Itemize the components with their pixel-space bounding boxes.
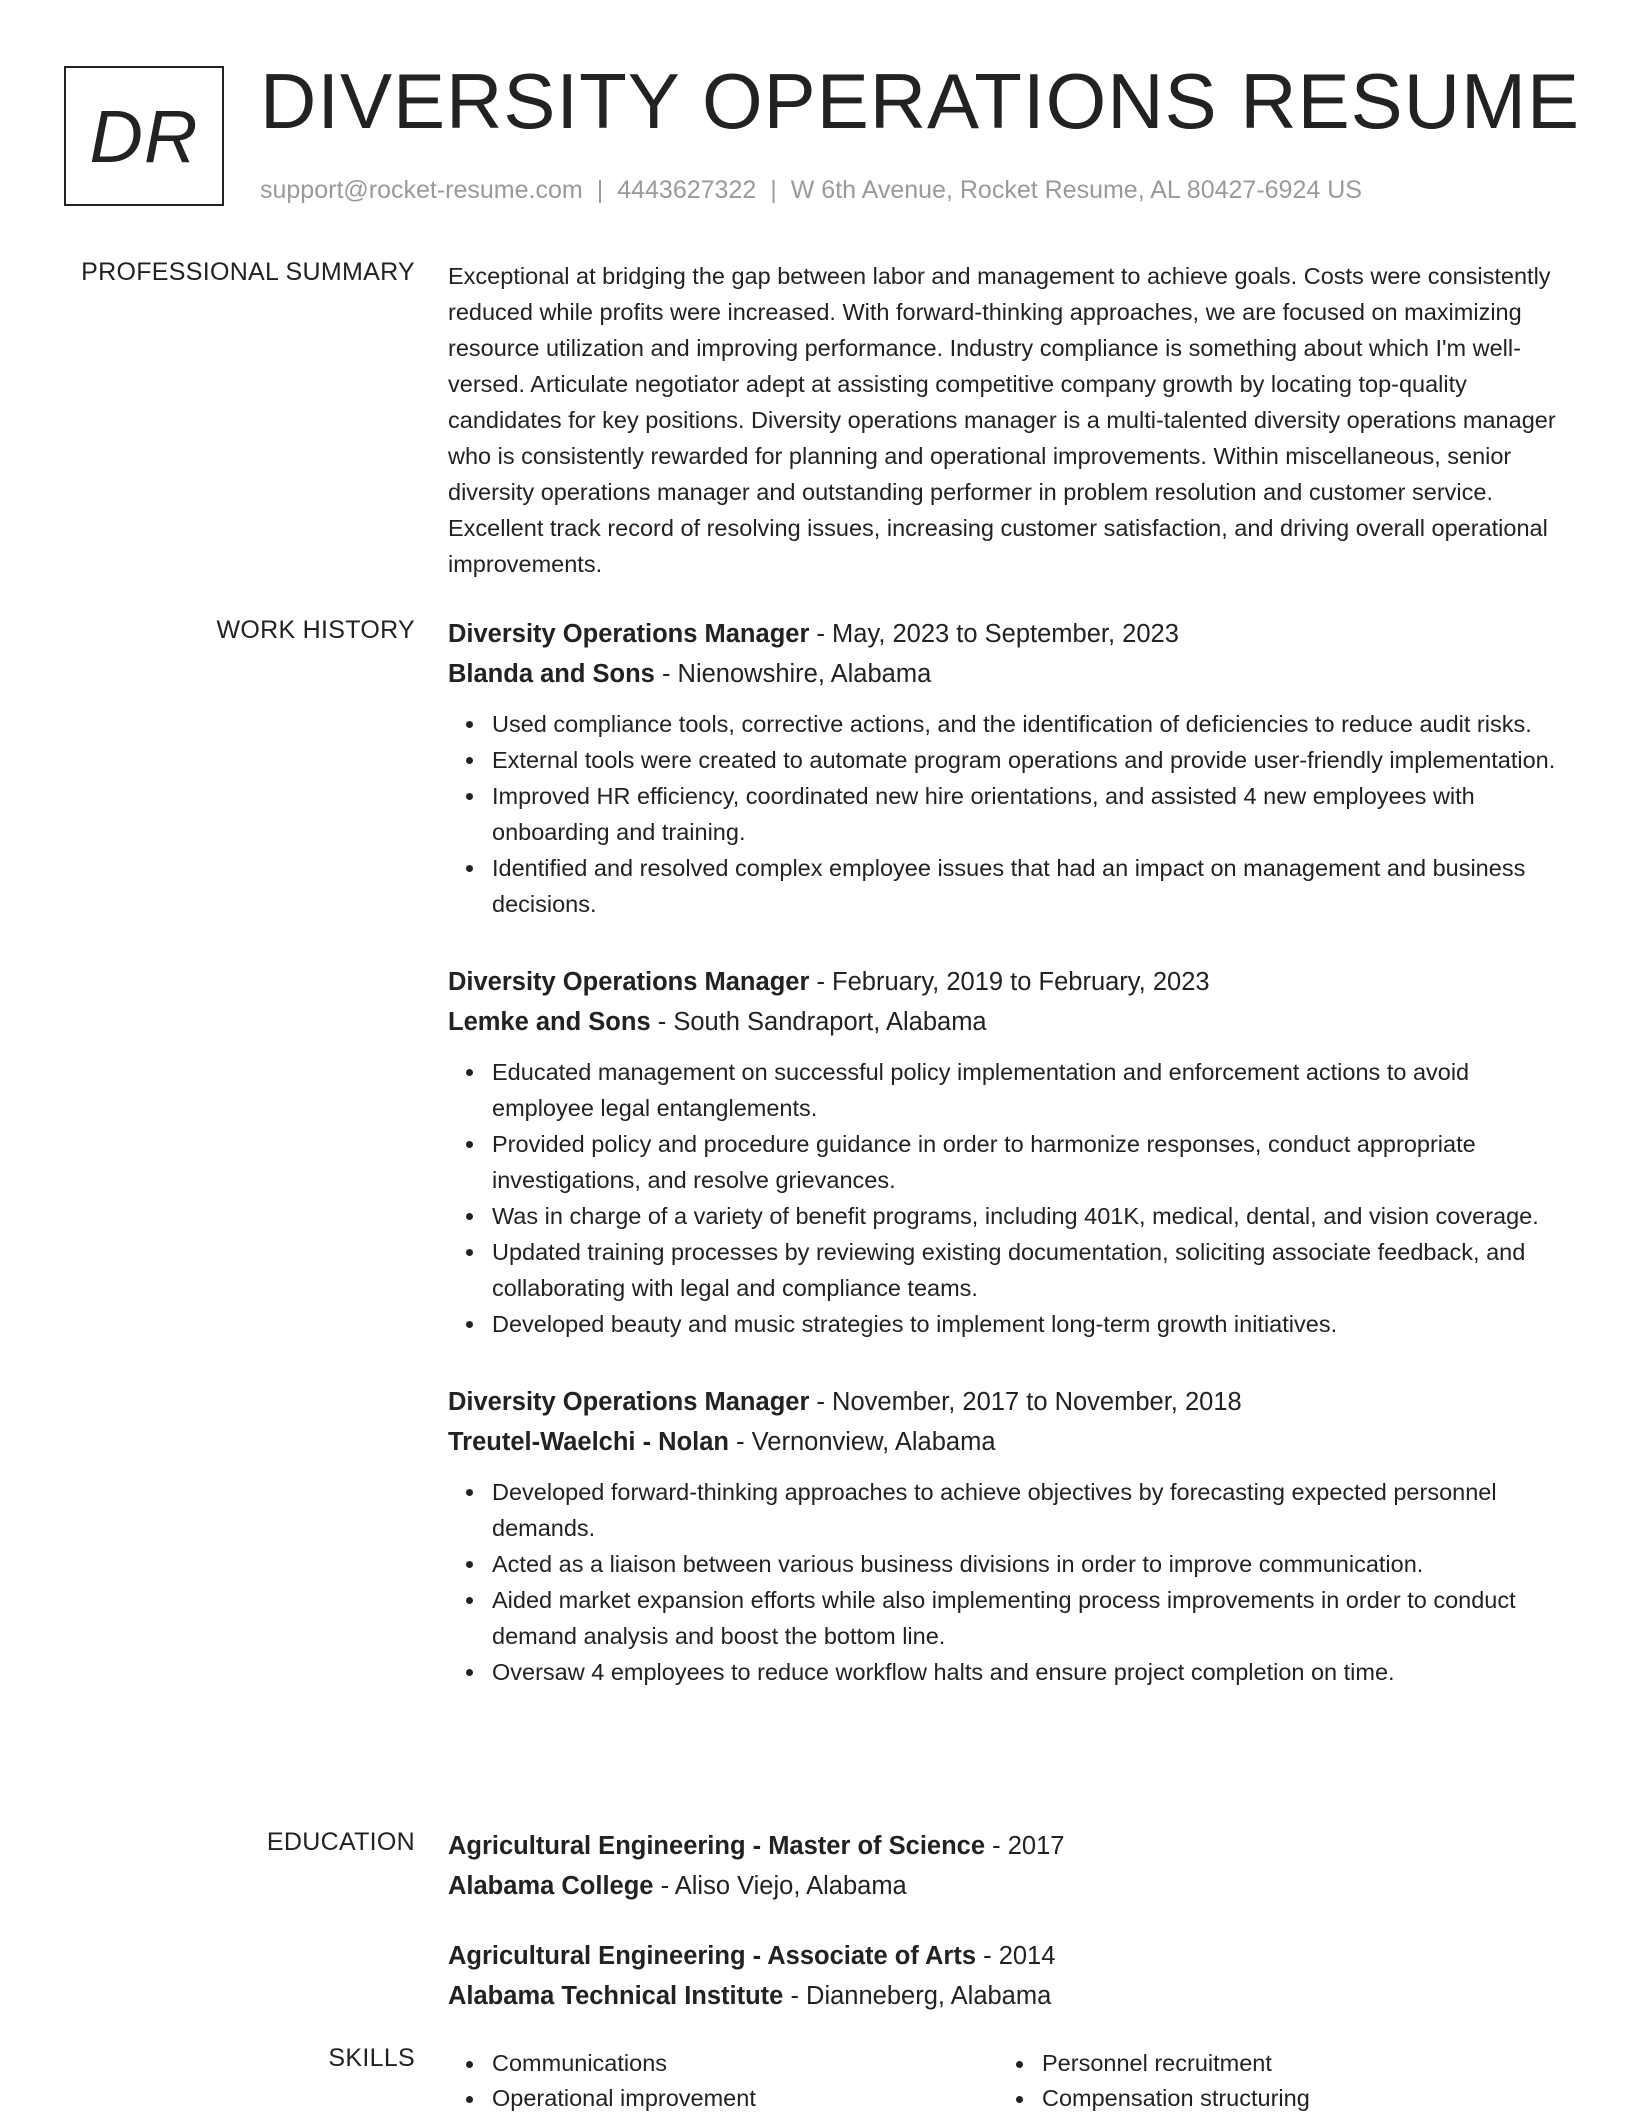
- skill-item: Personnel recruitment: [1042, 2046, 1548, 2081]
- job-company-line: [448, 654, 1568, 694]
- job-title-line: [448, 962, 1568, 1002]
- job-title: Diversity Operations Manager: [448, 968, 810, 996]
- contact-email[interactable]: support@rocket-resume.com: [260, 176, 583, 204]
- job-bullet: Provided policy and procedure guidance in order to harmonize responses, conduct appropriate investigations, and resolve grievances.: [492, 1126, 1568, 1198]
- job-bullet: Developed forward-thinking approaches to achieve objectives by forecasting expected personnel demands.: [492, 1474, 1568, 1546]
- job-company: Treutel-Waelchi - Nolan: [448, 1428, 730, 1456]
- education-entry: [448, 1936, 1568, 2016]
- education-heading: EDUCATION: [266, 1828, 415, 1856]
- education-year: - 2017: [985, 1832, 1065, 1860]
- contact-address: W 6th Avenue, Rocket Resume, AL 80427-6924 US: [790, 176, 1362, 204]
- summary-text: Exceptional at bridging the gap between labor and management to achieve goals. Costs were consistently reduced while profits were increased. With forward-thinking approaches, we are focused on maximizing resource utilization and improving performance. Industry compliance is something about which I'm well-versed. Articulate negotiator adept at assisting competitive company growth by locating top-quality candidates for key positions. Diversity operations manager is a multi-talented diversity operations manager who is consistently rewarded for planning and operational improvements. Within miscellaneous, senior diversity operations manager and outstanding performer in problem resolution and customer service. Excellent track record of resolving issues, increasing customer satisfaction, and driving overall operational improvements.: [448, 263, 1556, 577]
- education-location: - Dianneberg, Alabama: [783, 1982, 1052, 2010]
- job-entry: [448, 614, 1568, 922]
- education-school: Alabama Technical Institute: [448, 1982, 784, 2010]
- job-company: Lemke and Sons: [448, 1008, 651, 1036]
- job-title: Diversity Operations Manager: [448, 620, 810, 648]
- education-degree-line: [448, 1936, 1568, 1976]
- monogram-badge: DR: [64, 66, 224, 206]
- job-bullet: Acted as a liaison between various business divisions in order to improve communication.: [492, 1546, 1568, 1582]
- job-dates: - May, 2023 to September, 2023: [809, 620, 1179, 648]
- education-location: - Aliso Viejo, Alabama: [653, 1872, 907, 1900]
- education-school-line: [448, 1976, 1568, 2016]
- skills-heading: SKILLS: [328, 2044, 415, 2072]
- summary-heading: PROFESSIONAL SUMMARY: [81, 258, 415, 286]
- contact-phone[interactable]: 4443627322: [617, 176, 757, 204]
- job-entry: [448, 962, 1568, 1342]
- education-school: Alabama College: [448, 1872, 654, 1900]
- job-company-line: [448, 1422, 1568, 1462]
- job-location: - Nienowshire, Alabama: [654, 660, 932, 688]
- job-company: Blanda and Sons: [448, 660, 655, 688]
- skills-column-right: [998, 2046, 1548, 2116]
- skill-item: Communications: [492, 2046, 998, 2081]
- job-bullet: Oversaw 4 employees to reduce workflow halts and ensure project completion on time.: [492, 1654, 1568, 1690]
- job-company-line: [448, 1002, 1568, 1042]
- contact-separator: |: [770, 176, 777, 204]
- job-bullet: External tools were created to automate program operations and provide user-friendly implementation.: [492, 742, 1568, 778]
- job-bullets: [448, 706, 1568, 922]
- job-bullet: Improved HR efficiency, coordinated new hire orientations, and assisted 4 new employees with onboarding and training.: [492, 778, 1568, 850]
- job-bullet: Was in charge of a variety of benefit programs, including 401K, medical, dental, and vision coverage.: [492, 1198, 1568, 1234]
- page-title: DIVERSITY OPERATIONS RESUME: [260, 57, 1581, 145]
- job-entry: [448, 1382, 1568, 1690]
- skills-column-left: [448, 2046, 998, 2116]
- job-location: - Vernonview, Alabama: [729, 1428, 996, 1456]
- education-degree: Agricultural Engineering - Associate of Arts: [448, 1942, 977, 1970]
- job-title: Diversity Operations Manager: [448, 1388, 810, 1416]
- work-history-heading: WORK HISTORY: [216, 616, 415, 644]
- job-bullet: Educated management on successful policy implementation and enforcement actions to avoid employee legal entanglements.: [492, 1054, 1568, 1126]
- job-title-line: [448, 614, 1568, 654]
- job-location: - South Sandraport, Alabama: [650, 1008, 987, 1036]
- education-year: - 2014: [976, 1942, 1056, 1970]
- job-title-line: [448, 1382, 1568, 1422]
- job-bullet: Identified and resolved complex employee issues that had an impact on management and business decisions.: [492, 850, 1568, 922]
- contact-line: [260, 176, 1362, 205]
- education-school-line: [448, 1866, 1568, 1906]
- job-bullets: [448, 1474, 1568, 1690]
- skills-grid: [448, 2046, 1568, 2116]
- job-dates: - November, 2017 to November, 2018: [809, 1388, 1242, 1416]
- education-entry: [448, 1826, 1568, 1906]
- job-bullet: Developed beauty and music strategies to implement long-term growth initiatives.: [492, 1306, 1568, 1342]
- education-degree-line: [448, 1826, 1568, 1866]
- job-dates: - February, 2019 to February, 2023: [809, 968, 1210, 996]
- job-bullet: Aided market expansion efforts while also implementing process improvements in order to conduct demand analysis and boost the bottom line.: [492, 1582, 1568, 1654]
- skill-item: Operational improvement: [492, 2081, 998, 2116]
- job-bullets: [448, 1054, 1568, 1342]
- contact-separator: |: [596, 176, 604, 204]
- skill-item: Compensation structuring: [1042, 2081, 1548, 2116]
- job-bullet: Used compliance tools, corrective actions, and the identification of deficiencies to reduce audit risks.: [492, 706, 1568, 742]
- job-bullet: Updated training processes by reviewing existing documentation, soliciting associate feedback, and collaborating with legal and compliance teams.: [492, 1234, 1568, 1306]
- education-degree: Agricultural Engineering - Master of Science: [448, 1832, 986, 1860]
